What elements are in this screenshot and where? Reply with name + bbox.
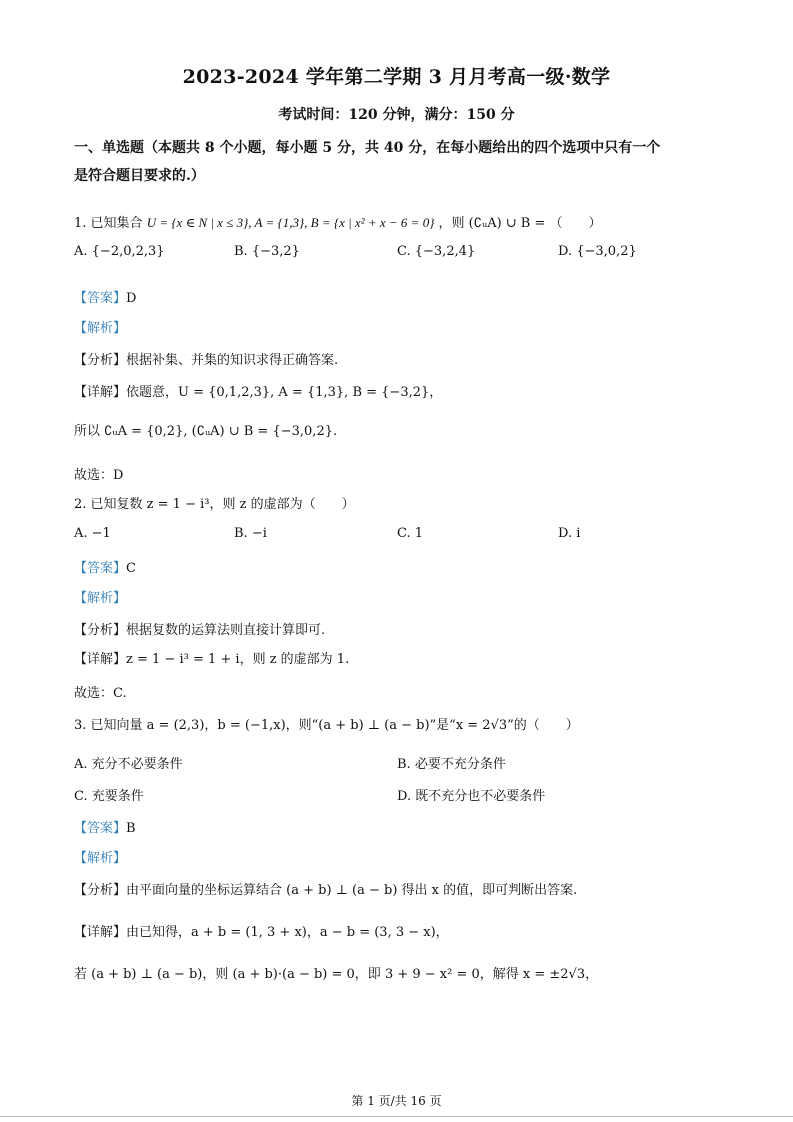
xiangjie-tag: 【详解】 xyxy=(74,385,127,400)
q3-xiangjie-2: 若 (a + b) ⊥ (a − b)，则 (a + b)·(a − b) = 0，即 3 + 9 − x² = 0，解得 x = ±2√3， xyxy=(74,967,599,982)
q3-answer-value: B xyxy=(126,821,136,836)
q3-fenxi xyxy=(74,879,577,898)
answer-tag: 【答案】 xyxy=(74,291,127,306)
fenxi-tag: 【分析】 xyxy=(74,883,127,898)
q1-fenxi xyxy=(74,349,338,368)
q1-option-c: C. {−3,2,4} xyxy=(397,244,476,259)
q2-analysis-tag: 【解析】 xyxy=(74,591,127,606)
q1-xiangjie xyxy=(74,381,442,400)
q1-option-b: B. {−3,2} xyxy=(234,244,300,259)
fenxi-tag: 【分析】 xyxy=(74,623,127,638)
q2-xiangjie xyxy=(74,648,349,667)
q2-answer xyxy=(74,557,136,576)
q1-analysis-tag: 【解析】 xyxy=(74,321,127,336)
q3-option-a: A. 充分不必要条件 xyxy=(74,757,183,772)
q2-xiangjie-text: z = 1 − i³ = 1 + i，则 z 的虚部为 1. xyxy=(126,652,350,667)
q1-xiangjie-text: 依题意，U = {0,1,2,3}, A = {1,3}, B = {−3,2}， xyxy=(126,385,443,400)
section-heading xyxy=(74,134,734,190)
xiangjie-tag: 【详解】 xyxy=(74,925,127,940)
section-heading-line-1: 一、单选题（本题共 8 个小题，每小题 5 分，共 40 分，在每小题给出的四个选项中只有一个 xyxy=(74,140,661,156)
q1-answer-value: D xyxy=(126,291,137,306)
q2-conclusion: 故选：C. xyxy=(74,686,127,701)
answer-tag: 【答案】 xyxy=(74,821,127,836)
q1-stem-math: U = {x ∈ N | x ≤ 3}, A = {1,3}, B = {x | x² + x − 6 = 0} xyxy=(146,215,435,230)
q1-stem-prefix: 1. 已知集合 xyxy=(74,216,143,231)
q3-stem: 3. 已知向量 a = (2,3)，b = (−1,x)，则“(a + b) ⊥ (a − b)”是“x = 2√3”的（ ） xyxy=(74,718,579,733)
answer-tag: 【答案】 xyxy=(74,561,127,576)
exam-info: 考试时间：120 分钟，满分：150 分 xyxy=(278,107,515,123)
q3-analysis-tag: 【解析】 xyxy=(74,851,127,866)
q1-conclusion: 故选：D xyxy=(74,468,124,483)
xiangjie-tag: 【详解】 xyxy=(74,652,127,667)
q3-answer xyxy=(74,817,136,836)
page-number: 第 1 页/共 16 页 xyxy=(351,1094,442,1108)
q3-xiangjie xyxy=(74,921,449,940)
q1-xiangjie-2: 所以 ∁ᵤA = {0,2}, (∁ᵤA) ∪ B = {−3,0,2}. xyxy=(74,424,338,439)
q2-option-a: A. −1 xyxy=(74,526,111,541)
q1-option-d: D. {−3,0,2} xyxy=(558,244,637,259)
q2-stem: 2. 已知复数 z = 1 − i³，则 z 的虚部为（ ） xyxy=(74,497,355,512)
q1-stem xyxy=(74,212,602,231)
q2-answer-value: C xyxy=(126,561,136,576)
q1-stem-suffix: ，则 (∁ᵤA) ∪ B = （ ） xyxy=(438,216,602,231)
q3-xiangjie-text: 由已知得，a + b = (1, 3 + x)，a − b = (3, 3 − x)， xyxy=(126,925,449,940)
q2-option-b: B. −i xyxy=(234,526,267,541)
fenxi-tag: 【分析】 xyxy=(74,353,127,368)
q3-option-d: D. 既不充分也不必要条件 xyxy=(397,789,546,804)
q1-option-a: A. {−2,0,2,3} xyxy=(74,244,165,259)
q1-fenxi-text: 根据补集、并集的知识求得正确答案. xyxy=(126,353,339,368)
q2-option-c: C. 1 xyxy=(397,526,424,541)
section-heading-line-2: 是符合题目要求的.） xyxy=(74,168,205,184)
footer-divider xyxy=(0,1116,793,1117)
q3-option-b: B. 必要不充分条件 xyxy=(397,757,506,772)
q2-fenxi-text: 根据复数的运算法则直接计算即可. xyxy=(126,623,326,638)
q2-fenxi xyxy=(74,619,325,638)
q3-fenxi-text: 由平面向量的坐标运算结合 (a + b) ⊥ (a − b) 得出 x 的值，即可判断出答案. xyxy=(126,883,578,898)
page-title: 2023-2024 学年第二学期 3 月月考高一级·数学 xyxy=(182,66,611,88)
q2-option-d: D. i xyxy=(558,526,581,541)
q1-answer xyxy=(74,287,136,306)
q3-option-c: C. 充要条件 xyxy=(74,789,144,804)
